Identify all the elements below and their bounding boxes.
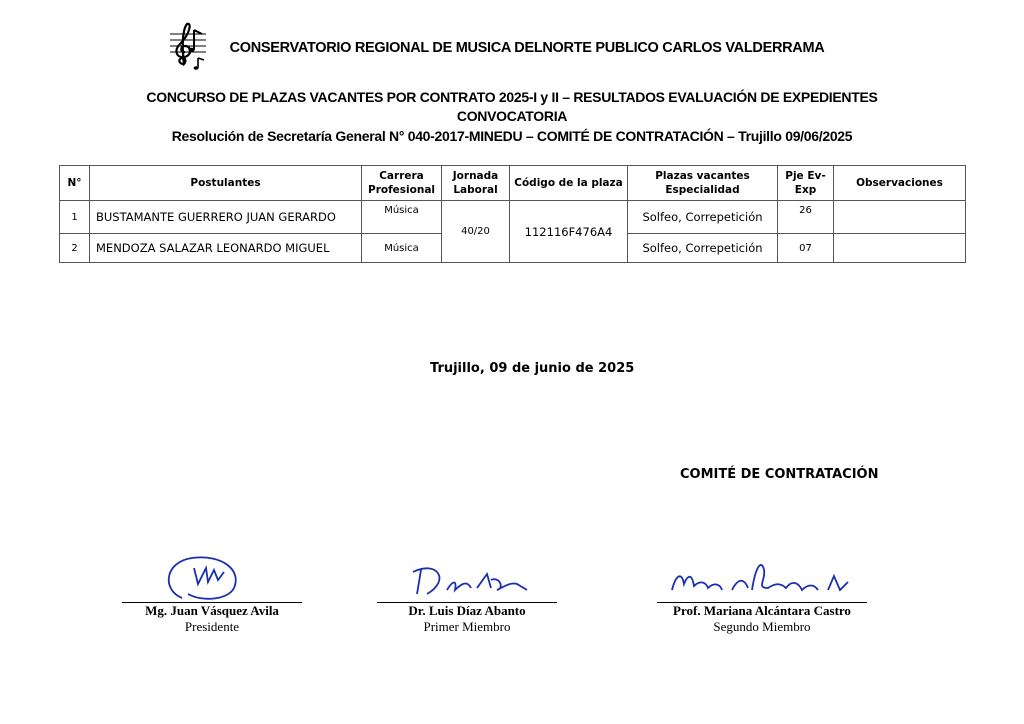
col-header-number: N° — [60, 166, 90, 201]
signatory-name: Prof. Mariana Alcántara Castro — [673, 603, 851, 618]
col-header-carrera: Carrera Profesional — [362, 166, 442, 201]
applicant-name: MENDOZA SALAZAR LEONARDO MIGUEL — [90, 234, 362, 263]
observations — [834, 201, 966, 234]
col-header-jornada: Jornada Laboral — [442, 166, 510, 201]
document-subtitle: CONVOCATORIA — [456, 108, 568, 124]
table-row — [60, 201, 966, 234]
row-number: 1 — [60, 201, 90, 234]
col-header-codigo: Código de la plaza — [510, 166, 628, 201]
signature-block-second-member — [632, 550, 892, 635]
signatory-name: Mg. Juan Vásquez Avila — [145, 603, 279, 618]
specialty: Solfeo, Correpetición — [628, 201, 778, 234]
specialty: Solfeo, Correpetición — [628, 234, 778, 263]
row-number: 2 — [60, 234, 90, 263]
document-title: CONCURSO DE PLAZAS VACANTES POR CONTRATO 2025-I y II – RESULTADOS EVALUACIÓN DE EXPEDIENTES — [146, 89, 878, 105]
handwritten-signature — [652, 550, 872, 602]
handwritten-signature — [142, 550, 282, 602]
career: Música — [362, 201, 442, 234]
col-header-puntaje: Pje Ev-Exp — [778, 166, 834, 201]
signature-block-first-member — [347, 550, 587, 635]
workload: 40/20 — [442, 201, 510, 263]
committee-heading: COMITÉ DE CONTRATACIÓN — [680, 467, 879, 482]
position-code: 112116F476A4 — [510, 201, 628, 263]
signatory-name: Dr. Luis Díaz Abanto — [408, 603, 526, 618]
career: Música — [362, 234, 442, 263]
observations — [834, 234, 966, 263]
col-header-plazas: Plazas vacantes Especialidad — [628, 166, 778, 201]
city-date: Trujillo, 09 de junio de 2025 — [430, 361, 635, 376]
handwritten-signature — [387, 550, 547, 602]
results-table — [59, 165, 966, 263]
signatory-role: Presidente — [184, 619, 240, 634]
signature-block-president — [92, 550, 332, 635]
applicant-name: BUSTAMANTE GUERRERO JUAN GERARDO — [90, 201, 362, 234]
score: 26 — [778, 201, 834, 234]
score: 07 — [778, 234, 834, 263]
institution-name: CONSERVATORIO REGIONAL DE MUSICA DELNORTE PUBLICO CARLOS VALDERRAMA — [229, 40, 825, 56]
signatory-role: Segundo Miembro — [713, 619, 811, 634]
col-header-observaciones: Observaciones — [834, 166, 966, 201]
table-header-row — [60, 166, 966, 201]
signatory-role: Primer Miembro — [423, 619, 511, 634]
col-header-postulantes: Postulantes — [90, 166, 362, 201]
resolution-line: Resolución de Secretaría General N° 040-2017-MINEDU – COMITÉ DE CONTRATACIÓN – Trujillo 09/06/2025 — [171, 128, 853, 144]
